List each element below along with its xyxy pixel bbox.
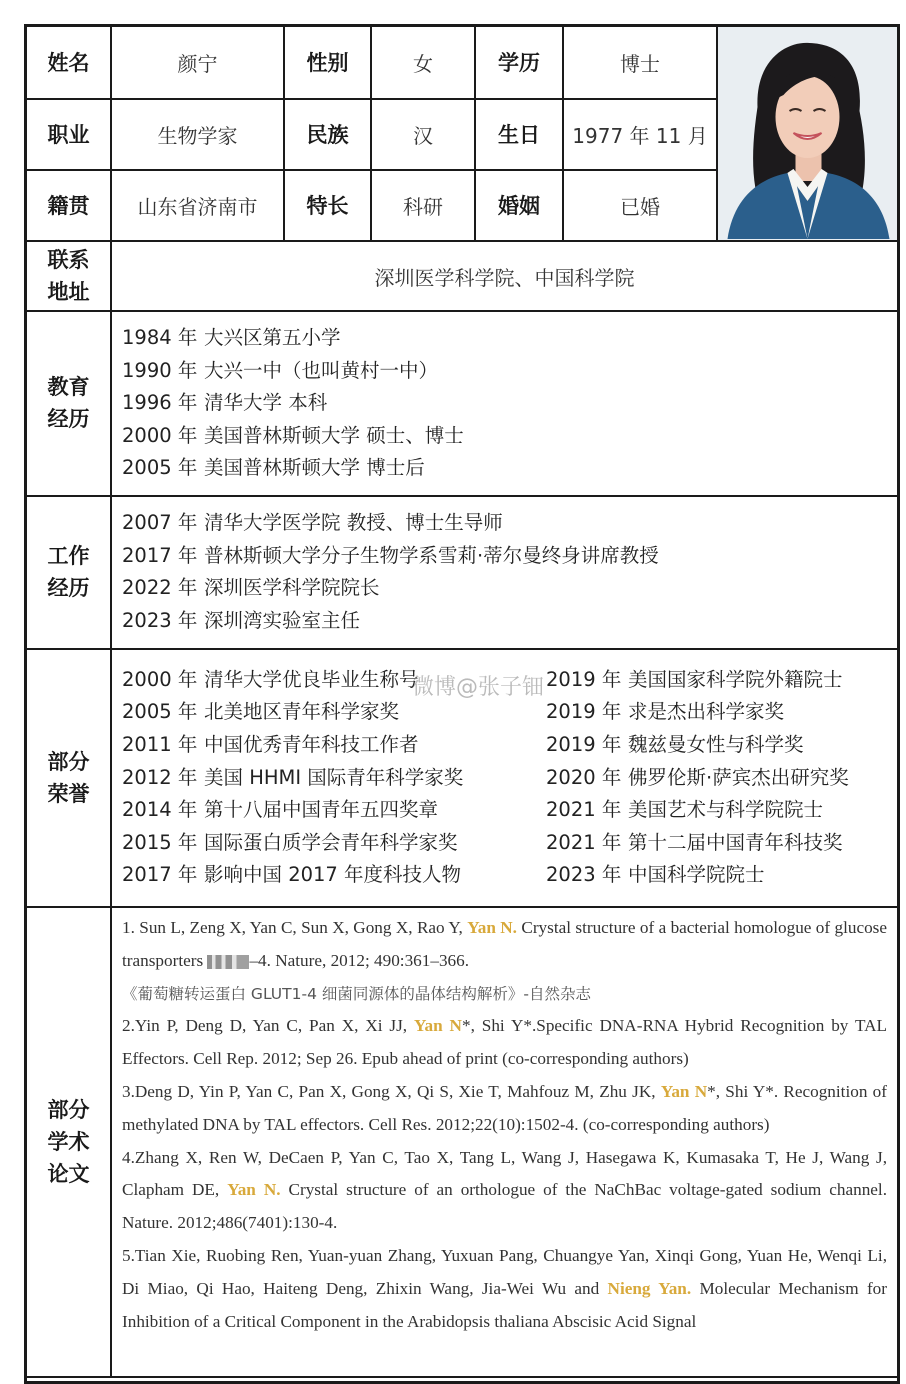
paper-item: 4.Zhang X, Ren W, DeCaen P, Yan C, Tao X, Tang L, Wang J, Hasegawa K, Kumasaka T, He J, Wang J, Clapham DE, Yan N. Crystal structure of an orthologue of the NaChBac voltage-gated sodium channel. Nature. 2012;486(7401):130-4.: [122, 1147, 887, 1233]
author-highlight: Yan N: [414, 1016, 462, 1036]
paper-translation: 《葡萄糖转运蛋白 GLUT1-4 细菌同源体的晶体结构解析》-自然杂志: [122, 984, 591, 1003]
honor-item: 2020 年 佛罗伦斯·萨宾杰出研究奖: [546, 765, 849, 789]
work-label-line-1: 工作: [47, 544, 90, 569]
work-label-line-2: 经历: [47, 576, 90, 601]
education-section-label: [27, 311, 111, 496]
education-label-line-2: 经历: [47, 407, 90, 432]
work-section-label: [27, 496, 111, 649]
name-label: 姓名: [27, 27, 111, 99]
gender-value: 女: [371, 27, 475, 99]
author-highlight: Yan N: [660, 1081, 708, 1101]
education-level-label: 学历: [475, 27, 563, 99]
honor-item: 2019 年 美国国家科学院外籍院士: [546, 667, 843, 691]
honors-label-line-1: 部分: [47, 749, 90, 774]
address-label-line-1: 联系: [47, 248, 90, 272]
honor-item: 2019 年 求是杰出科学家奖: [546, 700, 785, 724]
marriage-value: 已婚: [563, 170, 717, 241]
work-list: [111, 496, 897, 649]
education-item: 1984 年 大兴区第五小学: [122, 326, 341, 349]
author-highlight: Yan N.: [227, 1180, 281, 1200]
honors-list: [111, 649, 897, 907]
honors-column-right: [546, 664, 897, 892]
work-item: 2017 年 普林斯顿大学分子生物学系雪莉·蒂尔曼终身讲席教授: [122, 543, 659, 567]
honors-column-left: [122, 664, 546, 892]
author-highlight: Nieng Yan.: [607, 1278, 692, 1298]
honor-item: 2015 年 国际蛋白质学会青年科学家奖: [122, 830, 458, 854]
honors-section-label: [27, 649, 111, 907]
marriage-label: 婚姻: [475, 170, 563, 241]
address-value: 深圳医学科学院、中国科学院: [111, 241, 897, 311]
education-list: [111, 311, 897, 496]
paper-item: 5.Tian Xie, Ruobing Ren, Yuan-yuan Zhang, Yuxuan Pang, Chuangye Yan, Xinqi Gong, Yuan He, Wenqi Li, Di Miao, Qi Hao, Haiteng Deng, Zhixin Wang, Jia-Wei Wu and Nieng Yan. Molecular Mechanism for Inhibition of a Critical Component in the Arabidopsis thaliana Abscisic Acid Signal: [122, 1245, 887, 1331]
name-value: 颜宁: [111, 27, 284, 99]
honor-item: 2019 年 魏兹曼女性与科学奖: [546, 733, 804, 757]
education-label-line-1: 教育: [47, 375, 90, 400]
origin-label: 籍贯: [27, 170, 111, 241]
education-item: 1996 年 清华大学 本科: [122, 391, 328, 415]
address-label-line-2: 地址: [47, 280, 90, 304]
occupation-value: 生物学家: [111, 99, 284, 170]
profile-table: [27, 27, 897, 1378]
gender-label: 性别: [284, 27, 371, 99]
specialty-label: 特长: [284, 170, 371, 241]
honor-item: 2017 年 影响中国 2017 年度科技人物: [122, 863, 462, 887]
honor-item: 2014 年 第十八届中国青年五四奖章: [122, 798, 439, 822]
redacted-text: [207, 955, 249, 969]
ethnicity-label: 民族: [284, 99, 371, 170]
work-item: 2022 年 深圳医学科学院院长: [122, 576, 380, 600]
honor-item: 2021 年 美国艺术与科学院院士: [546, 798, 824, 822]
papers-label-line-2: 学术: [47, 1129, 90, 1154]
origin-value: 山东省济南市: [111, 170, 284, 241]
education-item: 2005 年 美国普林斯顿大学 博士后: [122, 456, 425, 480]
portrait-image: [718, 29, 897, 239]
portrait-photo: [717, 27, 897, 241]
paper-item: 3.Deng D, Yin P, Yan C, Pan X, Gong X, Qi S, Xie T, Mahfouz M, Zhu JK, Yan N*, Shi Y*. Recognition of methylated DNA by TAL effectors. Cell Res. 2012;22(10):1502-4. (co-corresponding authors): [122, 1081, 887, 1134]
honor-item: 2012 年 美国 HHMI 国际青年科学家奖: [122, 765, 464, 789]
profile-sheet: [24, 24, 900, 1384]
honors-label-line-2: 荣誉: [47, 781, 90, 806]
honor-item: 2023 年 中国科学院院士: [546, 863, 765, 887]
honor-item: 2000 年 清华大学优良毕业生称号: [122, 667, 419, 691]
education-item: 2000 年 美国普林斯顿大学 硕士、博士: [122, 423, 464, 447]
ethnicity-value: 汉: [371, 99, 475, 170]
honor-item: 2011 年 中国优秀青年科技工作者: [122, 733, 419, 757]
specialty-value: 科研: [371, 170, 475, 241]
education-item: 1990 年 大兴一中（也叫黄村一中）: [122, 358, 439, 382]
papers-list: [111, 907, 897, 1377]
papers-label-line-3: 论文: [47, 1161, 90, 1186]
author-highlight: Yan N.: [467, 917, 517, 937]
address-label: [27, 241, 111, 311]
honor-item: 2021 年 第十二届中国青年科技奖: [546, 830, 843, 854]
weibo-watermark: 微博@张子钿: [412, 675, 545, 700]
birth-value: 1977 年 11 月: [563, 99, 717, 170]
paper-item: 2.Yin P, Deng D, Yan C, Pan X, Xi JJ, Yan N*, Shi Y*.Specific DNA-RNA Hybrid Recognition by TAL Effectors. Cell Rep. 2012; Sep 26. Epub ahead of print (co-corresponding authors): [122, 1016, 887, 1069]
work-item: 2023 年 深圳湾实验室主任: [122, 609, 361, 633]
honor-item: 2005 年 北美地区青年科学家奖: [122, 700, 400, 724]
work-item: 2007 年 清华大学医学院 教授、博士生导师: [122, 511, 503, 535]
birth-label: 生日: [475, 99, 563, 170]
papers-section-label: [27, 907, 111, 1377]
paper-item: 1. Sun L, Zeng X, Yan C, Sun X, Gong X, Rao Y, Yan N. Crystal structure of a bacterial homologue of glucose transporters –4. Nature, 2012; 490:361–366.: [122, 917, 888, 970]
education-level-value: 博士: [563, 27, 717, 99]
papers-label-line-1: 部分: [47, 1097, 90, 1122]
occupation-label: 职业: [27, 99, 111, 170]
